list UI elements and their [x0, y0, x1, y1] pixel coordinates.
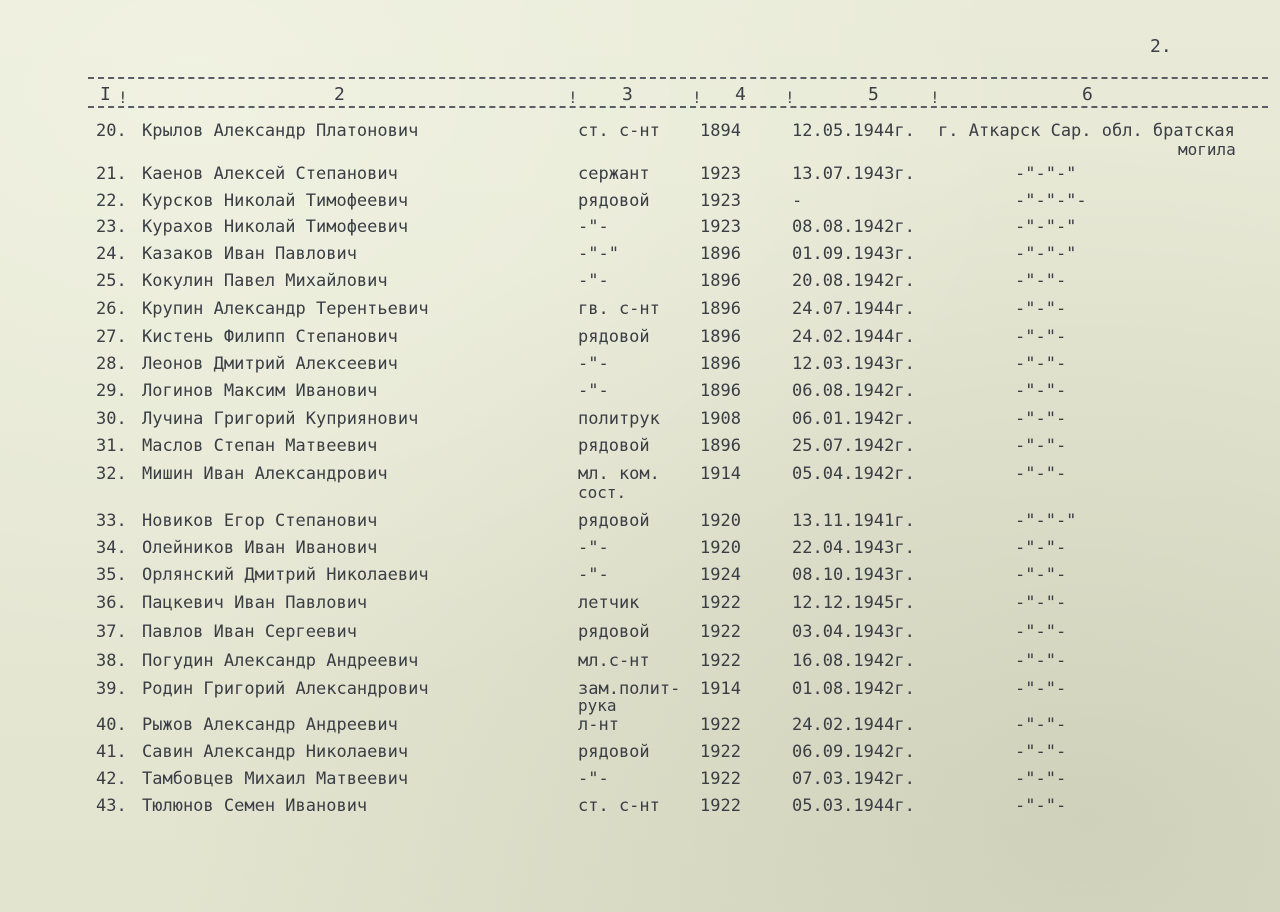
death-date: 03.04.1943г.	[792, 622, 915, 642]
birth-year: 1923	[700, 217, 741, 237]
person-name: Олейников Иван Иванович	[142, 538, 378, 558]
military-rank: рядовой	[578, 622, 650, 642]
military-rank: зам.полит-	[578, 679, 681, 699]
person-name: Тюлюнов Семен Иванович	[142, 796, 368, 816]
column-number-2: 2	[334, 84, 345, 105]
military-rank: -"-	[578, 769, 609, 789]
birth-year: 1922	[700, 769, 741, 789]
burial-place: -"-"-	[1015, 327, 1067, 347]
military-rank: ст. с-нт	[578, 121, 660, 141]
death-date: 20.08.1942г.	[792, 271, 915, 291]
person-name: Логинов Максим Иванович	[142, 381, 378, 401]
death-date: 08.08.1942г.	[792, 217, 915, 237]
death-date: 16.08.1942г.	[792, 651, 915, 671]
birth-year: 1896	[700, 354, 741, 374]
person-name: Крылов Александр Платонович	[142, 121, 419, 141]
entry-number: 37.	[96, 622, 127, 642]
military-rank: -"-	[578, 381, 609, 401]
person-name: Новиков Егор Степанович	[142, 511, 378, 531]
birth-year: 1896	[700, 327, 741, 347]
birth-year: 1896	[700, 436, 741, 456]
person-name: Кистень Филипп Степанович	[142, 327, 398, 347]
military-rank: -"-	[578, 565, 609, 585]
person-name: Каенов Алексей Степанович	[142, 164, 398, 184]
column-number-4: 4	[735, 84, 746, 105]
entry-number: 40.	[96, 715, 127, 735]
burial-place: -"-"-"-	[1015, 191, 1087, 211]
military-rank: -"-	[578, 538, 609, 558]
entry-number: 35.	[96, 565, 127, 585]
person-name: Крупин Александр Терентьевич	[142, 299, 429, 319]
birth-year: 1922	[700, 651, 741, 671]
death-date: 12.03.1943г.	[792, 354, 915, 374]
death-date: 06.08.1942г.	[792, 381, 915, 401]
burial-place: г. Аткарск Сар. обл. братская	[938, 121, 1235, 141]
row-20-place-continuation: могила	[1178, 140, 1236, 159]
person-name: Курахов Николай Тимофеевич	[142, 217, 409, 237]
death-date: 25.07.1942г.	[792, 436, 915, 456]
person-name: Лучина Григорий Куприянович	[142, 409, 419, 429]
death-date: 24.02.1944г.	[792, 715, 915, 735]
death-date: 22.04.1943г.	[792, 538, 915, 558]
person-name: Казаков Иван Павлович	[142, 244, 357, 264]
death-date: 13.07.1943г.	[792, 164, 915, 184]
birth-year: 1914	[700, 464, 741, 484]
burial-place: -"-"-"	[1015, 217, 1077, 237]
military-rank: мл.с-нт	[578, 651, 650, 671]
military-rank: ст. с-нт	[578, 796, 660, 816]
death-date: 05.04.1942г.	[792, 464, 915, 484]
birth-year: 1896	[700, 381, 741, 401]
military-rank: -"-	[578, 217, 609, 237]
burial-place: -"-"-	[1015, 651, 1067, 671]
entry-number: 27.	[96, 327, 127, 347]
birth-year: 1920	[700, 511, 741, 531]
birth-year: 1923	[700, 191, 741, 211]
column-separator: !	[785, 88, 795, 107]
person-name: Кокулин Павел Михайлович	[142, 271, 388, 291]
military-rank: мл. ком.	[578, 464, 660, 484]
entry-number: 32.	[96, 464, 127, 484]
column-number-5: 5	[868, 84, 879, 105]
birth-year: 1924	[700, 565, 741, 585]
military-rank: л-нт	[578, 715, 619, 735]
death-date: 08.10.1943г.	[792, 565, 915, 585]
column-separator: !	[118, 88, 128, 107]
burial-place: -"-"-	[1015, 715, 1067, 735]
birth-year: 1922	[700, 715, 741, 735]
person-name: Рыжов Александр Андреевич	[142, 715, 398, 735]
military-rank: рядовой	[578, 436, 650, 456]
burial-place: -"-"-"	[1015, 511, 1077, 531]
entry-number: 25.	[96, 271, 127, 291]
death-date: 12.05.1944г.	[792, 121, 915, 141]
death-date: 24.07.1944г.	[792, 299, 915, 319]
row-32-rank-continuation: сост.	[578, 483, 627, 502]
military-rank: гв. с-нт	[578, 299, 660, 319]
entry-number: 34.	[96, 538, 127, 558]
birth-year: 1922	[700, 742, 741, 762]
burial-place: -"-"-	[1015, 538, 1067, 558]
death-date: 13.11.1941г.	[792, 511, 915, 531]
burial-place: -"-"-	[1015, 381, 1067, 401]
military-rank: политрук	[578, 409, 660, 429]
entry-number: 24.	[96, 244, 127, 264]
death-date: 24.02.1944г.	[792, 327, 915, 347]
burial-place: -"-"-	[1015, 409, 1067, 429]
entry-number: 39.	[96, 679, 127, 699]
burial-place: -"-"-	[1015, 796, 1067, 816]
column-number-3: 3	[622, 84, 633, 105]
military-rank: -"-	[578, 354, 609, 374]
person-name: Курсков Николай Тимофеевич	[142, 191, 409, 211]
birth-year: 1923	[700, 164, 741, 184]
entry-number: 38.	[96, 651, 127, 671]
death-date: 06.09.1942г.	[792, 742, 915, 762]
entry-number: 43.	[96, 796, 127, 816]
column-number-6: 6	[1082, 84, 1093, 105]
page-number: 2.	[1150, 36, 1172, 57]
burial-place: -"-"-	[1015, 354, 1067, 374]
burial-place: -"-"-	[1015, 622, 1067, 642]
military-rank: -"-"	[578, 244, 619, 264]
death-date: -	[792, 191, 803, 211]
entry-number: 23.	[96, 217, 127, 237]
entry-number: 41.	[96, 742, 127, 762]
birth-year: 1908	[700, 409, 741, 429]
column-separator: !	[692, 88, 702, 107]
burial-place: -"-"-"	[1015, 244, 1077, 264]
birth-year: 1896	[700, 271, 741, 291]
death-date: 05.03.1944г.	[792, 796, 915, 816]
column-separator: !	[930, 88, 940, 107]
header-top-rule	[88, 77, 1268, 79]
entry-number: 21.	[96, 164, 127, 184]
person-name: Маслов Степан Матвеевич	[142, 436, 378, 456]
entry-number: 31.	[96, 436, 127, 456]
column-number-1: I	[100, 84, 111, 105]
military-rank: -"-	[578, 271, 609, 291]
entry-number: 22.	[96, 191, 127, 211]
person-name: Тамбовцев Михаил Матвеевич	[142, 769, 409, 789]
column-separator: !	[568, 88, 578, 107]
birth-year: 1922	[700, 796, 741, 816]
entry-number: 20.	[96, 121, 127, 141]
birth-year: 1894	[700, 121, 741, 141]
person-name: Пацкевич Иван Павлович	[142, 593, 368, 613]
birth-year: 1896	[700, 244, 741, 264]
birth-year: 1920	[700, 538, 741, 558]
person-name: Погудин Александр Андреевич	[142, 651, 419, 671]
entry-number: 29.	[96, 381, 127, 401]
birth-year: 1914	[700, 679, 741, 699]
entry-number: 33.	[96, 511, 127, 531]
burial-place: -"-"-	[1015, 679, 1067, 699]
person-name: Мишин Иван Александрович	[142, 464, 388, 484]
burial-place: -"-"-	[1015, 593, 1067, 613]
death-date: 01.09.1943г.	[792, 244, 915, 264]
military-rank: рядовой	[578, 191, 650, 211]
burial-place: -"-"-	[1015, 742, 1067, 762]
burial-place: -"-"-	[1015, 436, 1067, 456]
row-39-rank-continuation: рука	[578, 696, 617, 715]
person-name: Родин Григорий Александрович	[142, 679, 429, 699]
birth-year: 1922	[700, 593, 741, 613]
person-name: Леонов Дмитрий Алексеевич	[142, 354, 398, 374]
burial-place: -"-"-	[1015, 271, 1067, 291]
death-date: 06.01.1942г.	[792, 409, 915, 429]
entry-number: 28.	[96, 354, 127, 374]
military-rank: рядовой	[578, 511, 650, 531]
burial-place: -"-"-	[1015, 565, 1067, 585]
military-rank: рядовой	[578, 742, 650, 762]
death-date: 12.12.1945г.	[792, 593, 915, 613]
entry-number: 36.	[96, 593, 127, 613]
death-date: 01.08.1942г.	[792, 679, 915, 699]
burial-place: -"-"-	[1015, 464, 1067, 484]
birth-year: 1896	[700, 299, 741, 319]
entry-number: 30.	[96, 409, 127, 429]
military-rank: рядовой	[578, 327, 650, 347]
person-name: Савин Александр Николаевич	[142, 742, 409, 762]
burial-place: -"-"-	[1015, 299, 1067, 319]
person-name: Павлов Иван Сергеевич	[142, 622, 357, 642]
birth-year: 1922	[700, 622, 741, 642]
death-date: 07.03.1942г.	[792, 769, 915, 789]
person-name: Орлянский Дмитрий Николаевич	[142, 565, 429, 585]
entry-number: 42.	[96, 769, 127, 789]
header-bottom-rule	[88, 106, 1268, 108]
military-rank: летчик	[578, 593, 640, 613]
burial-place: -"-"-	[1015, 769, 1067, 789]
entry-number: 26.	[96, 299, 127, 319]
burial-place: -"-"-"	[1015, 164, 1077, 184]
military-rank: сержант	[578, 164, 650, 184]
